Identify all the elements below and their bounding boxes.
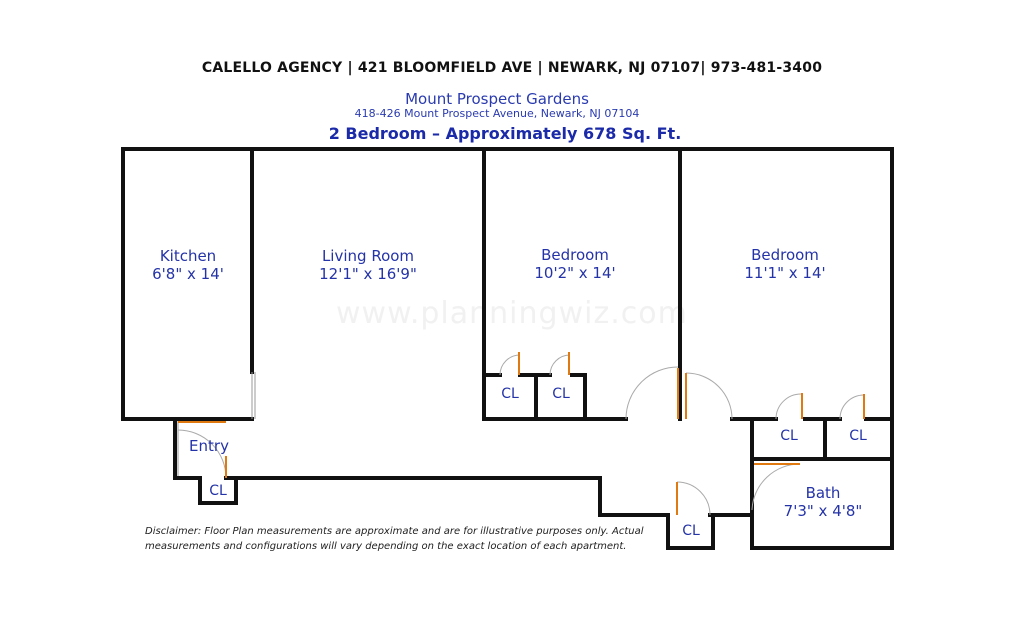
bedroom-1-size: 10'2" x 14' bbox=[534, 264, 616, 282]
closet-label: CL bbox=[780, 428, 798, 444]
bedroom-2-label bbox=[705, 246, 865, 282]
living-room-label bbox=[268, 247, 468, 283]
closet-label: CL bbox=[209, 483, 227, 499]
watermark: www.planningwiz.com bbox=[336, 296, 688, 331]
kitchen-name: Kitchen bbox=[159, 247, 217, 265]
bedroom-2-name: Bedroom bbox=[751, 246, 819, 264]
kitchen-size: 6'8" x 14' bbox=[152, 265, 224, 283]
closet-label: CL bbox=[682, 523, 700, 539]
closet-label: CL bbox=[849, 428, 867, 444]
closet-label: CL bbox=[552, 386, 570, 402]
bath-label bbox=[768, 484, 878, 520]
thin-walls bbox=[178, 372, 255, 476]
agency-header: CALELLO AGENCY | 421 BLOOMFIELD AVE | NEWARK, NJ 07107| 973-481-3400 bbox=[201, 60, 823, 76]
kitchen-label bbox=[128, 247, 248, 283]
living-room-size: 12'1" x 16'9" bbox=[319, 265, 417, 283]
disclaimer: Disclaimer: Floor Plan measurements are approximate and are for illustrative purposes only. Actual measurements and configurations will vary depending on the exact location of each apartment. bbox=[145, 526, 644, 552]
property-address: 418-426 Mount Prospect Avenue, Newark, NJ 07104 bbox=[354, 107, 640, 120]
closet-label: CL bbox=[501, 386, 519, 402]
entry-label: Entry bbox=[189, 437, 229, 455]
property-name: Mount Prospect Gardens bbox=[405, 90, 589, 108]
bath-name: Bath bbox=[805, 484, 841, 502]
bath-size: 7'3" x 4'8" bbox=[783, 502, 863, 520]
unit-summary: 2 Bedroom – Approximately 678 Sq. Ft. bbox=[328, 124, 682, 143]
living-room-name: Living Room bbox=[321, 247, 415, 265]
bedroom-1-name: Bedroom bbox=[541, 246, 609, 264]
bedroom-1-label bbox=[495, 246, 655, 282]
bedroom-2-size: 11'1" x 14' bbox=[744, 264, 826, 282]
